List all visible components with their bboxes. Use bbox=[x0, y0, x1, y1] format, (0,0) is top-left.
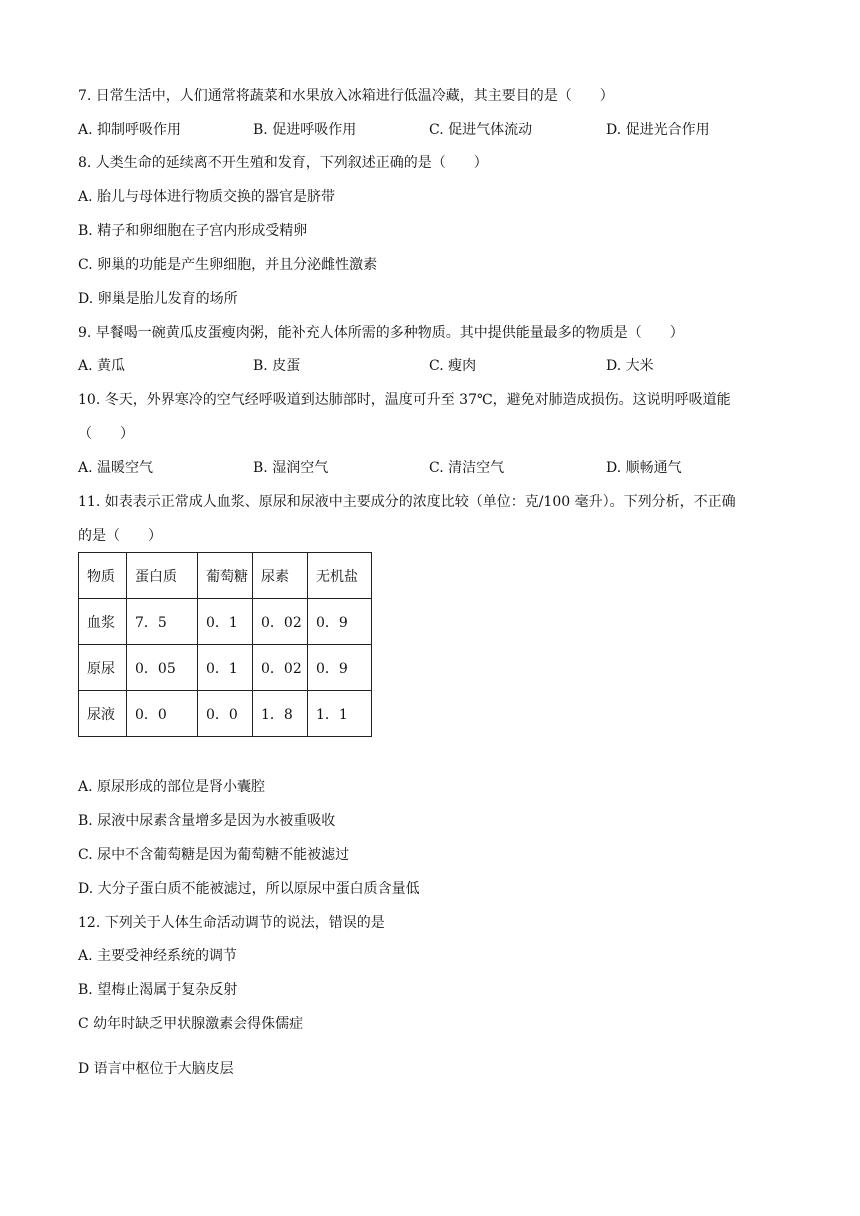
table-cell: 0．0 bbox=[127, 691, 198, 737]
question-11-stem-line-1: 11. 如表表示正常成人血浆、原尿和尿液中主要成分的浓度比较（单位：克/100 毫升）。下列分析，不正确 bbox=[78, 494, 736, 510]
question-10-option-d: D. 顺畅通气 bbox=[606, 460, 682, 476]
question-7-option-d: D. 促进光合作用 bbox=[606, 122, 710, 138]
question-10-option-a: A. 温暖空气 bbox=[78, 460, 154, 476]
question-8-option-a: A. 胎儿与母体进行物质交换的器官是脐带 bbox=[78, 189, 336, 205]
table-row bbox=[79, 599, 372, 645]
table-cell: 0．05 bbox=[127, 645, 198, 691]
table-cell: 0．9 bbox=[308, 599, 372, 645]
question-9-option-c: C. 瘦肉 bbox=[429, 358, 477, 374]
question-10-stem-line-2: （ ） bbox=[78, 426, 134, 442]
question-11-option-d: D. 大分子蛋白质不能被滤过，所以原尿中蛋白质含量低 bbox=[78, 881, 420, 897]
question-12-option-b: B. 望梅止渴属于复杂反射 bbox=[78, 982, 238, 998]
question-10-option-c: C. 清洁空气 bbox=[429, 460, 505, 476]
question-9-option-a: A. 黄瓜 bbox=[78, 358, 126, 374]
question-11-option-a: A. 原尿形成的部位是肾小囊腔 bbox=[78, 779, 266, 795]
table-header-row bbox=[79, 553, 372, 599]
table-cell: 原尿 bbox=[79, 645, 127, 691]
table-row bbox=[79, 691, 372, 737]
question-12-option-d: D 语言中枢位于大脑皮层 bbox=[78, 1061, 234, 1077]
question-11-option-c: C. 尿中不含葡萄糖是因为葡萄糖不能被滤过 bbox=[78, 847, 350, 863]
table-cell: 血浆 bbox=[79, 599, 127, 645]
question-10-stem-line-1: 10. 冬天，外界寒冷的空气经呼吸道到达肺部时，温度可升至 37℃，避免对肺造成损伤。这说明呼吸道能 bbox=[78, 392, 731, 408]
question-7-option-a: A. 抑制呼吸作用 bbox=[78, 122, 182, 138]
question-7-option-b: B. 促进呼吸作用 bbox=[253, 122, 357, 138]
table-cell: 0．1 bbox=[198, 645, 253, 691]
table-cell: 1．1 bbox=[308, 691, 372, 737]
table-cell: 尿液 bbox=[79, 691, 127, 737]
table-header-cell: 无机盐 bbox=[308, 553, 372, 599]
question-8-option-c: C. 卵巢的功能是产生卵细胞，并且分泌雌性激素 bbox=[78, 257, 378, 273]
question-9-option-d: D. 大米 bbox=[606, 358, 654, 374]
question-8-stem: 8. 人类生命的延续离不开生殖和发育，下列叙述正确的是（ ） bbox=[78, 155, 488, 171]
question-7-stem: 7. 日常生活中，人们通常将蔬菜和水果放入冰箱进行低温冷藏，其主要目的是（ ） bbox=[78, 88, 614, 104]
question-9-stem: 9. 早餐喝一碗黄瓜皮蛋瘦肉粥，能补充人体所需的多种物质。其中提供能量最多的物质是（ ） bbox=[78, 325, 684, 341]
concentration-table bbox=[78, 552, 372, 737]
table-header-cell: 蛋白质 bbox=[127, 553, 198, 599]
table-header-cell: 物质 bbox=[79, 553, 127, 599]
question-8-option-d: D. 卵巢是胎儿发育的场所 bbox=[78, 291, 238, 307]
question-12-stem: 12. 下列关于人体生命活动调节的说法，错误的是 bbox=[78, 915, 385, 931]
table-cell: 0．1 bbox=[198, 599, 253, 645]
question-12-option-c: C 幼年时缺乏甲状腺激素会得侏儒症 bbox=[78, 1016, 304, 1032]
question-11-stem-line-2: 的是（ ） bbox=[78, 528, 162, 544]
table-cell: 0．9 bbox=[308, 645, 372, 691]
question-9-options bbox=[78, 356, 778, 376]
question-11-option-b: B. 尿液中尿素含量增多是因为水被重吸收 bbox=[78, 813, 336, 829]
table-cell: 1．8 bbox=[253, 691, 308, 737]
question-9-option-b: B. 皮蛋 bbox=[253, 358, 301, 374]
question-8-option-b: B. 精子和卵细胞在子宫内形成受精卵 bbox=[78, 223, 308, 239]
question-7-option-c: C. 促进气体流动 bbox=[429, 122, 533, 138]
table-header-cell: 葡萄糖 bbox=[198, 553, 253, 599]
table-cell: 7．5 bbox=[127, 599, 198, 645]
question-10-option-b: B. 湿润空气 bbox=[253, 460, 329, 476]
table-cell: 0．02 bbox=[253, 645, 308, 691]
table-cell: 0．0 bbox=[198, 691, 253, 737]
table-cell: 0．02 bbox=[253, 599, 308, 645]
question-7-options bbox=[78, 120, 778, 140]
question-10-options bbox=[78, 458, 778, 478]
table-row bbox=[79, 645, 372, 691]
question-12-option-a: A. 主要受神经系统的调节 bbox=[78, 948, 238, 964]
table-header-cell: 尿素 bbox=[253, 553, 308, 599]
